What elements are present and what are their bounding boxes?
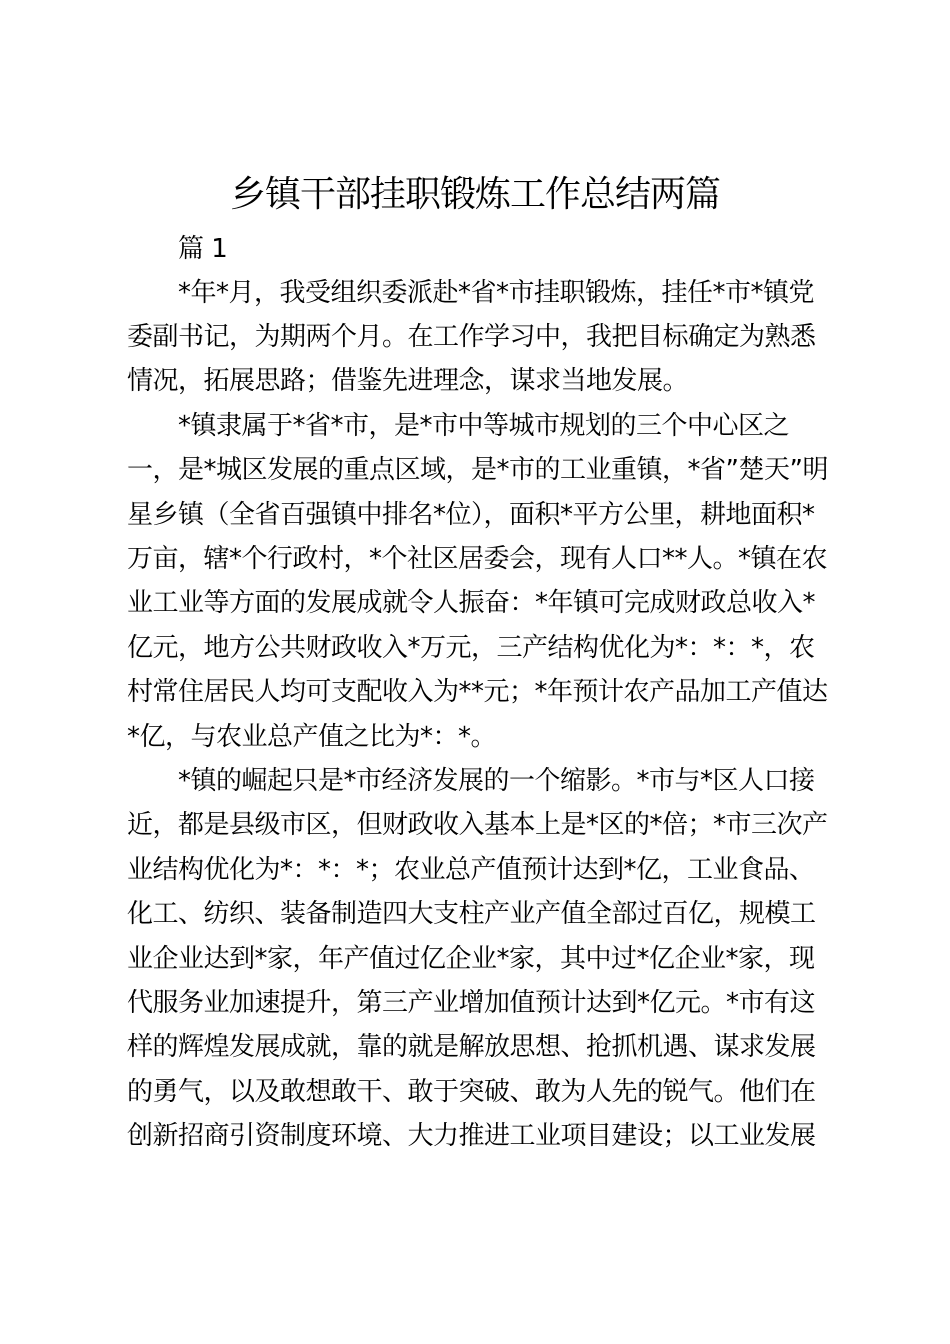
text-line: 星乡镇（全省百强镇中排名*位），面积*平方公里，耕地面积* [127, 500, 815, 530]
text-line: *年*月，我受组织委派赴*省*市挂职锻炼，挂任*市*镇党 [178, 278, 815, 308]
text-line: 的勇气，以及敢想敢干、敢于突破、敢为人先的锐气。他们在 [127, 1077, 816, 1107]
text-line: 样的辉煌发展成就，靠的就是解放思想、抢抓机遇、谋求发展 [127, 1032, 816, 1062]
text-line: 业结构优化为*：*：*；农业总产值预计达到*亿，工业食品、 [127, 855, 815, 885]
document-title: 乡镇干部挂职锻炼工作总结两篇 [229, 174, 720, 215]
text-line: 业企业达到*家，年产值过亿企业*家，其中过*亿企业*家，现 [127, 944, 815, 974]
text-line: *镇隶属于*省*市，是*市中等城市规划的三个中心区之 [178, 411, 790, 441]
text-line: 万亩，辖*个行政村，*个社区居委会，现有人口**人。*镇在农 [127, 544, 828, 574]
text-line: 创新招商引资制度环境、大力推进工业项目建设；以工业发展 [127, 1121, 816, 1151]
text-line: 化工、纺织、装备制造四大支柱产业产值全部过百亿，规模工 [127, 899, 816, 929]
text-line: 情况，拓展思路；借鉴先进理念，谋求当地发展。 [127, 366, 689, 396]
section-heading: 篇 1 [178, 234, 228, 264]
text-line: 一，是*城区发展的重点区域，是*市的工业重镇，*省”楚天”明 [127, 455, 828, 485]
text-line: 近，都是县级市区，但财政收入基本上是*区的*倍；*市三次产 [127, 810, 828, 840]
text-line: *亿，与农业总产值之比为*：*。 [127, 722, 497, 752]
text-line: 代服务业加速提升，第三产业增加值预计达到*亿元。*市有这 [127, 988, 816, 1018]
text-line: 委副书记，为期两个月。在工作学习中，我把目标确定为熟悉 [127, 322, 816, 352]
text-line: 村常住居民人均可支配收入为**元；*年预计农产品加工产值达 [127, 677, 828, 707]
text-line: 亿元，地方公共财政收入*万元，三产结构优化为*：*：*，农 [127, 633, 815, 663]
text-line: 业工业等方面的发展成就令人振奋：*年镇可完成财政总收入* [127, 588, 816, 618]
text-line: *镇的崛起只是*市经济发展的一个缩影。*市与*区人口接 [178, 766, 815, 796]
